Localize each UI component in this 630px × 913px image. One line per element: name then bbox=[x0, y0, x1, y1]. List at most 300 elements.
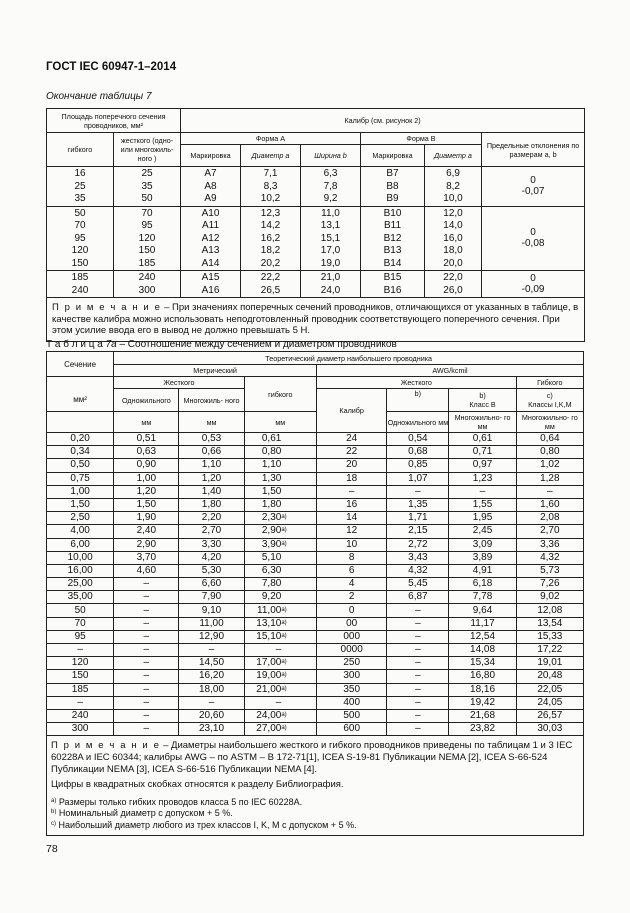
blank-cell bbox=[47, 412, 114, 433]
table-cell: – bbox=[179, 644, 244, 657]
table-cell: 12,0 bbox=[425, 206, 482, 220]
table-cell: – bbox=[114, 591, 179, 604]
table-row bbox=[47, 644, 584, 657]
table-cell: 9,2 bbox=[301, 193, 361, 206]
table-row bbox=[47, 485, 584, 498]
table-cell: 0,64 bbox=[516, 433, 583, 446]
table-cell bbox=[281, 657, 316, 670]
table-row bbox=[47, 723, 584, 736]
table-cell: 0,20 bbox=[47, 433, 114, 446]
footnote-mark: b) bbox=[51, 809, 57, 815]
table-cell: 6,87 bbox=[387, 591, 449, 604]
table-cell: A10 bbox=[181, 206, 241, 220]
table-cell: 1,50 bbox=[244, 485, 281, 498]
table-cell: – bbox=[114, 683, 179, 696]
rigid-header: жесткого (одно- или многожиль- ного ) bbox=[114, 133, 181, 167]
table2-note bbox=[51, 740, 579, 775]
table-cell bbox=[281, 644, 316, 657]
table-cell: 18,0 bbox=[425, 245, 482, 258]
table-cell: – bbox=[47, 696, 114, 709]
table-cell: 19,42 bbox=[449, 696, 516, 709]
table-row bbox=[47, 167, 585, 181]
form-a-header: Форма А bbox=[181, 133, 361, 145]
table-cell: 21,0 bbox=[301, 271, 361, 285]
tolerance-lower: -0,09 bbox=[521, 283, 545, 295]
table-cell: 4,00 bbox=[47, 525, 114, 538]
table-cell: A12 bbox=[181, 233, 241, 246]
table-row bbox=[47, 498, 584, 511]
table-cell bbox=[281, 538, 316, 551]
table-cell: 10,0 bbox=[425, 193, 482, 206]
table-cell: 0,61 bbox=[244, 433, 281, 446]
table-cell: 17,00 bbox=[244, 657, 281, 670]
footnote-ref: a) bbox=[281, 725, 287, 732]
table-cell: B14 bbox=[361, 258, 425, 271]
footnote-mark: a) bbox=[51, 797, 57, 804]
multi-header: Многожиль- ного bbox=[179, 389, 244, 412]
awg-header: AWG/kcmil bbox=[317, 365, 584, 377]
table-cell: – bbox=[114, 604, 179, 617]
table-cell: – bbox=[114, 578, 179, 591]
metric-flexible-header: гибкого bbox=[244, 377, 316, 412]
table-cell: – bbox=[516, 485, 583, 498]
table-row bbox=[47, 446, 584, 459]
table-row bbox=[47, 617, 584, 630]
b-mark: b) bbox=[387, 389, 449, 412]
table-cell: 7,90 bbox=[179, 591, 244, 604]
table-cell: A11 bbox=[181, 220, 241, 233]
table-row bbox=[47, 433, 584, 446]
table-cell bbox=[281, 512, 316, 525]
table-cell: 7,26 bbox=[516, 578, 583, 591]
table-cell: A13 bbox=[181, 245, 241, 258]
table-cell: B16 bbox=[361, 285, 425, 298]
table-cell: 7,8 bbox=[301, 181, 361, 194]
diameter-a-header: Диаметр a bbox=[241, 145, 301, 167]
table2-caption bbox=[46, 339, 397, 350]
table-cell: – bbox=[387, 485, 449, 498]
table-cell: 14 bbox=[317, 512, 387, 525]
table-cell: 70 bbox=[114, 206, 181, 220]
table-cell: 1,00 bbox=[47, 485, 114, 498]
table-cell: 00 bbox=[317, 617, 387, 630]
table-cell bbox=[281, 446, 316, 459]
metric-header: Метрический bbox=[114, 365, 317, 377]
class-b-mark: b) bbox=[479, 391, 486, 400]
table-cell: 3,36 bbox=[516, 538, 583, 551]
table-cell: 12,54 bbox=[449, 630, 516, 643]
table-cell: 20,0 bbox=[425, 258, 482, 271]
table-cell: 300 bbox=[114, 285, 181, 298]
table-cell: 150 bbox=[47, 670, 114, 683]
metric-rigid-header: Жесткого bbox=[114, 377, 244, 389]
table-cell: 4,91 bbox=[449, 564, 516, 577]
table-cell: 2,30 bbox=[244, 512, 281, 525]
table-cell: 15,34 bbox=[449, 657, 516, 670]
table-cell: 120 bbox=[47, 245, 114, 258]
table-cell: 22 bbox=[317, 446, 387, 459]
table-cell: A14 bbox=[181, 258, 241, 271]
table-cell: 5,73 bbox=[516, 564, 583, 577]
awg-flexible-header: Гибкого bbox=[516, 377, 583, 389]
table-cell: 150 bbox=[47, 258, 114, 271]
table-cell: 350 bbox=[317, 683, 387, 696]
table-cell: 26,57 bbox=[516, 709, 583, 722]
table-cell: 1,95 bbox=[449, 512, 516, 525]
table-cell: 6,30 bbox=[244, 564, 281, 577]
table-cell: 25 bbox=[47, 181, 114, 194]
table-cell: – bbox=[179, 696, 244, 709]
table-cell: 18,00 bbox=[179, 683, 244, 696]
table-cell: 21,00 bbox=[244, 683, 281, 696]
table-cell: 2,08 bbox=[516, 512, 583, 525]
note-label: П р и м е ч а н и е bbox=[52, 302, 162, 313]
table-cell: 1,90 bbox=[114, 512, 179, 525]
table-cell: 95 bbox=[47, 630, 114, 643]
table-cell: 2,50 bbox=[47, 512, 114, 525]
table-cell: 14,0 bbox=[425, 220, 482, 233]
table-cell: 5,45 bbox=[387, 578, 449, 591]
table-cell: 4,32 bbox=[387, 564, 449, 577]
marking-b-header: Маркировка bbox=[361, 145, 425, 167]
document-header: ГОСТ IEC 60947-1–2014 bbox=[46, 61, 177, 73]
table-cell: 13,54 bbox=[516, 617, 583, 630]
table-cell: 3,70 bbox=[114, 551, 179, 564]
table-cell: 150 bbox=[114, 245, 181, 258]
table-cell: – bbox=[114, 657, 179, 670]
table-cell: 2,20 bbox=[179, 512, 244, 525]
table-cell: – bbox=[317, 485, 387, 498]
table-row bbox=[47, 591, 584, 604]
table-cell: B15 bbox=[361, 271, 425, 285]
table-cell bbox=[281, 604, 316, 617]
table-cell: A15 bbox=[181, 271, 241, 285]
table-cell: 250 bbox=[317, 657, 387, 670]
diameter-b-header: Диаметр a bbox=[425, 145, 482, 167]
flexible-header: гибкого bbox=[47, 133, 114, 167]
footnote-b bbox=[51, 808, 579, 820]
table-cell: B7 bbox=[361, 167, 425, 181]
table-cell: 185 bbox=[47, 683, 114, 696]
table-cell: – bbox=[114, 630, 179, 643]
table-cell: 1,10 bbox=[179, 459, 244, 472]
table-cell: 70 bbox=[47, 617, 114, 630]
footnote-ref: a) bbox=[281, 685, 287, 692]
table-cell: 17,22 bbox=[516, 644, 583, 657]
table-row bbox=[47, 472, 584, 485]
table-cell: 18 bbox=[317, 472, 387, 485]
mm-header: мм bbox=[179, 412, 244, 433]
table-cell bbox=[281, 459, 316, 472]
table-cell: 0000 bbox=[317, 644, 387, 657]
table-cell: – bbox=[387, 683, 449, 696]
note-text: – При значениях поперечных сечений проводников, отличающихся от указанных в таблице, в качестве калибра можно использовать неподготовленный проводник соответствующего поперечного сечения. При этом усилие ввода его в вывод не должно превышать 5 Н. bbox=[52, 302, 579, 336]
table-cell: 1,50 bbox=[47, 498, 114, 511]
page-number: 78 bbox=[46, 843, 58, 855]
note-text: – Диаметры наибольшего жесткого и гибкого проводников приведены по таблицам 1 и 3 IEC 60228A и IEC 60344; калибры AWG – по ASTM – В 172-71[1], ICEA S-19-81 Публикации NEMA [2], ICEA S-66-524 Публикации NEMA [3], ICEA S-66-516 Публикации NEMA [4]. bbox=[51, 740, 573, 775]
mm-header: мм bbox=[114, 412, 179, 433]
table-cell: 22,05 bbox=[516, 683, 583, 696]
mm2-header: мм² bbox=[47, 389, 114, 412]
table-cell: 25,00 bbox=[47, 578, 114, 591]
table-cell: 6,00 bbox=[47, 538, 114, 551]
table-cell: – bbox=[387, 696, 449, 709]
table-cell: 600 bbox=[317, 723, 387, 736]
table-cell: 6,3 bbox=[301, 167, 361, 181]
table-cell: 0,50 bbox=[47, 459, 114, 472]
table-cell: A16 bbox=[181, 285, 241, 298]
footnote-ref: a) bbox=[281, 514, 287, 521]
table-cell: 1,40 bbox=[179, 485, 244, 498]
tolerance-cell bbox=[482, 167, 585, 207]
table-cell: B11 bbox=[361, 220, 425, 233]
footnote-mark: c) bbox=[51, 820, 56, 827]
table-cell bbox=[281, 498, 316, 511]
table-cell: 3,30 bbox=[179, 538, 244, 551]
table-cell bbox=[281, 591, 316, 604]
table2 bbox=[46, 351, 584, 836]
awg-gauge-header: Калибр bbox=[317, 389, 387, 433]
table-cell: 0,97 bbox=[449, 459, 516, 472]
mm-header: мм bbox=[244, 412, 316, 433]
table-cell bbox=[281, 723, 316, 736]
table-cell: A9 bbox=[181, 193, 241, 206]
table-cell: – bbox=[244, 696, 281, 709]
table-cell bbox=[281, 551, 316, 564]
table-cell: 2 bbox=[317, 591, 387, 604]
table-cell: – bbox=[114, 723, 179, 736]
table-cell: 16 bbox=[47, 167, 114, 181]
table-cell: 70 bbox=[47, 220, 114, 233]
table-cell: – bbox=[114, 617, 179, 630]
table-cell: 400 bbox=[317, 696, 387, 709]
table-cell: 16,80 bbox=[449, 670, 516, 683]
table-cell: 1,20 bbox=[114, 485, 179, 498]
tolerance-upper: 0 bbox=[530, 175, 536, 187]
table-cell: 10,00 bbox=[47, 551, 114, 564]
note-label: П р и м е ч а н и е bbox=[51, 740, 161, 752]
blank-cell bbox=[47, 377, 114, 389]
table-cell: 16,2 bbox=[241, 233, 301, 246]
table-cell: B13 bbox=[361, 245, 425, 258]
table-cell: 1,30 bbox=[244, 472, 281, 485]
table-cell: 2,70 bbox=[179, 525, 244, 538]
gauge-header: Калибр (см. рисунок 2) bbox=[181, 109, 585, 133]
table-cell: 4,60 bbox=[114, 564, 179, 577]
class-b-header bbox=[449, 389, 516, 412]
table-cell: 22,2 bbox=[241, 271, 301, 285]
table-cell: 16,0 bbox=[425, 233, 482, 246]
table-cell: 1,23 bbox=[449, 472, 516, 485]
table-cell: 1,60 bbox=[516, 498, 583, 511]
table-cell: 5,30 bbox=[179, 564, 244, 577]
table-cell: 2,70 bbox=[516, 525, 583, 538]
table-cell: 1,55 bbox=[449, 498, 516, 511]
table-cell: 185 bbox=[114, 258, 181, 271]
table-cell: 6,60 bbox=[179, 578, 244, 591]
table-cell: 18,2 bbox=[241, 245, 301, 258]
table-cell: 0,68 bbox=[387, 446, 449, 459]
footnote-ref: a) bbox=[281, 659, 287, 666]
table-row bbox=[47, 630, 584, 643]
table-cell: – bbox=[387, 709, 449, 722]
table-cell: – bbox=[387, 723, 449, 736]
table-cell: 95 bbox=[47, 233, 114, 246]
limits-header: Предельные отклонения по размерам a, b bbox=[482, 133, 585, 167]
table-cell: 185 bbox=[47, 271, 114, 285]
table-cell: 24,05 bbox=[516, 696, 583, 709]
table-cell: B10 bbox=[361, 206, 425, 220]
table-cell: 7,1 bbox=[241, 167, 301, 181]
awg-rigid-header: Жесткого bbox=[317, 377, 517, 389]
table-cell: – bbox=[114, 644, 179, 657]
table-cell: 15,33 bbox=[516, 630, 583, 643]
footnote-ref: a) bbox=[281, 619, 287, 626]
classes-ikm-header bbox=[516, 389, 583, 412]
table-cell: 21,68 bbox=[449, 709, 516, 722]
table-cell: 0,80 bbox=[244, 446, 281, 459]
single-header: Одножильного bbox=[114, 389, 179, 412]
table-cell: 1,80 bbox=[179, 498, 244, 511]
table-cell: 4 bbox=[317, 578, 387, 591]
table1-body bbox=[47, 167, 585, 298]
table1-caption: Окончание таблицы 7 bbox=[46, 91, 152, 102]
table-cell: 300 bbox=[47, 723, 114, 736]
tolerance-lower: -0,07 bbox=[521, 185, 545, 197]
table-cell: 1,10 bbox=[244, 459, 281, 472]
table-cell bbox=[281, 670, 316, 683]
footnote-ref: a) bbox=[281, 672, 287, 679]
tolerance-upper: 0 bbox=[530, 273, 536, 284]
table-cell: 0,75 bbox=[47, 472, 114, 485]
table-cell: 0,85 bbox=[387, 459, 449, 472]
table-cell bbox=[281, 709, 316, 722]
table-cell: – bbox=[387, 604, 449, 617]
table-row bbox=[47, 525, 584, 538]
table-cell: 6,18 bbox=[449, 578, 516, 591]
table-cell: 15,10 bbox=[244, 630, 281, 643]
table-cell: 17,0 bbox=[301, 245, 361, 258]
table-cell: A7 bbox=[181, 167, 241, 181]
table-row bbox=[47, 578, 584, 591]
table-cell: 0,53 bbox=[179, 433, 244, 446]
table-cell: 1,71 bbox=[387, 512, 449, 525]
table-row bbox=[47, 657, 584, 670]
table-cell: B12 bbox=[361, 233, 425, 246]
footnote-ref: a) bbox=[281, 540, 287, 547]
table-cell: 3,90 bbox=[244, 538, 281, 551]
table-cell: 0,63 bbox=[114, 446, 179, 459]
table-cell: 14,2 bbox=[241, 220, 301, 233]
multi-mm-header: Многожильно- го мм bbox=[516, 412, 583, 433]
table-cell: 12,90 bbox=[179, 630, 244, 643]
table-cell: 1,02 bbox=[516, 459, 583, 472]
table-row bbox=[47, 696, 584, 709]
table-cell: 50 bbox=[47, 206, 114, 220]
table-cell bbox=[281, 564, 316, 577]
table-cell: 4,20 bbox=[179, 551, 244, 564]
table-cell: 0,71 bbox=[449, 446, 516, 459]
table-cell: 19,00 bbox=[244, 670, 281, 683]
table-row bbox=[47, 670, 584, 683]
table-cell: 0,80 bbox=[516, 446, 583, 459]
table-cell: 2,45 bbox=[449, 525, 516, 538]
table-cell: 3,89 bbox=[449, 551, 516, 564]
single-mm-header: Одножильного мм bbox=[387, 412, 449, 433]
footnote-ref: a) bbox=[281, 606, 287, 613]
table-cell: 0,34 bbox=[47, 446, 114, 459]
table-row bbox=[47, 709, 584, 722]
table-cell: 13,1 bbox=[301, 220, 361, 233]
table-cell bbox=[281, 578, 316, 591]
classes-ikm-mark: c) bbox=[546, 391, 553, 400]
footnote-text: Наибольший диаметр любого из трех классов I, K, M с допуском + 5 %. bbox=[56, 819, 357, 830]
table-cell: 30,03 bbox=[516, 723, 583, 736]
table-cell: 3,09 bbox=[449, 538, 516, 551]
table-cell: – bbox=[387, 657, 449, 670]
table-cell: 12,08 bbox=[516, 604, 583, 617]
table-cell: 16,00 bbox=[47, 564, 114, 577]
table-cell: 9,64 bbox=[449, 604, 516, 617]
table-cell: 95 bbox=[114, 220, 181, 233]
table-row bbox=[47, 683, 584, 696]
table-cell: 5,10 bbox=[244, 551, 281, 564]
table-cell: 0,66 bbox=[179, 446, 244, 459]
table-cell: 24 bbox=[317, 433, 387, 446]
footnote-ref: a) bbox=[281, 712, 287, 719]
table-cell: 1,80 bbox=[244, 498, 281, 511]
table-cell: 0,61 bbox=[449, 433, 516, 446]
table-cell: 1,50 bbox=[114, 498, 179, 511]
table-cell: 18,16 bbox=[449, 683, 516, 696]
table-cell: 6,9 bbox=[425, 167, 482, 181]
table-cell: 13,10 bbox=[244, 617, 281, 630]
table-cell: 240 bbox=[114, 271, 181, 285]
footnote-text: Размеры только гибких проводов класса 5 по IEC 60228A. bbox=[56, 796, 303, 807]
table-cell bbox=[281, 485, 316, 498]
table-cell: 20,2 bbox=[241, 258, 301, 271]
table-cell: 19,0 bbox=[301, 258, 361, 271]
table-cell: 1,07 bbox=[387, 472, 449, 485]
table-cell: 11,17 bbox=[449, 617, 516, 630]
table-cell bbox=[281, 630, 316, 643]
table-cell: – bbox=[114, 696, 179, 709]
footnote-c bbox=[51, 820, 579, 832]
form-b-header: Форма В bbox=[361, 133, 482, 145]
table-row bbox=[47, 459, 584, 472]
caption-rest: – Соотношение между сечением и диаметром проводников bbox=[116, 339, 397, 350]
table-cell: 9,02 bbox=[516, 591, 583, 604]
table-row bbox=[47, 564, 584, 577]
table-cell: 11,0 bbox=[301, 206, 361, 220]
table-cell: 27,00 bbox=[244, 723, 281, 736]
theor-header: Теоретический диаметр наибольшего проводника bbox=[114, 352, 584, 365]
table-cell bbox=[281, 696, 316, 709]
table-cell: 10,2 bbox=[241, 193, 301, 206]
table-cell: 9,10 bbox=[179, 604, 244, 617]
table-cell: 12,3 bbox=[241, 206, 301, 220]
table-cell: B9 bbox=[361, 193, 425, 206]
table-cell: 1,20 bbox=[179, 472, 244, 485]
multi-mm-header: Многожильно- го мм bbox=[449, 412, 516, 433]
table-cell: 22,0 bbox=[425, 271, 482, 285]
class-b-label: Класс B bbox=[469, 400, 496, 409]
classes-ikm-label: Классы I,K,M bbox=[528, 400, 572, 409]
table2-notes bbox=[47, 736, 584, 836]
table-cell: 000 bbox=[317, 630, 387, 643]
table-cell: – bbox=[114, 709, 179, 722]
tolerance-cell bbox=[482, 271, 585, 298]
